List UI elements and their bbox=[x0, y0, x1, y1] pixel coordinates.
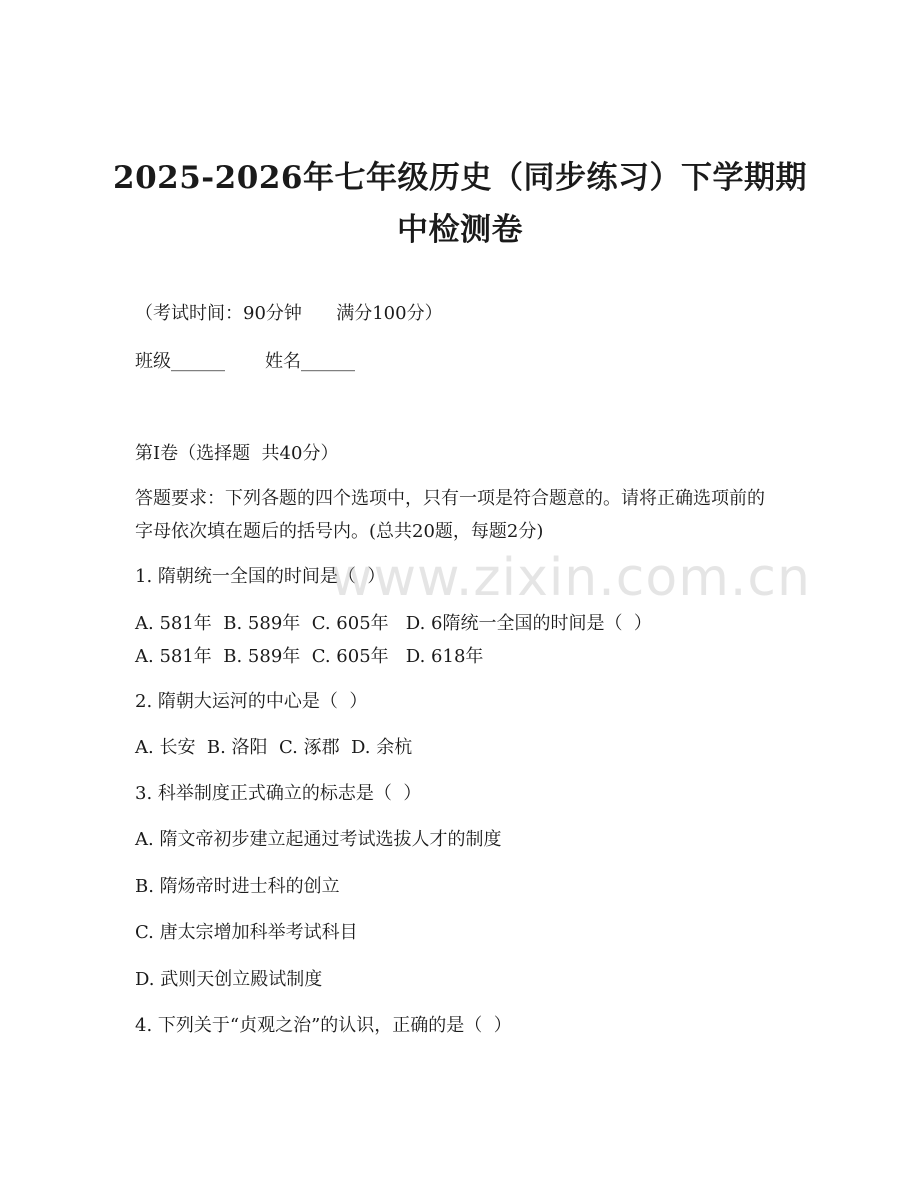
question-2-options: A. 长安 B. 洛阳 C. 涿郡 D. 余杭 bbox=[135, 737, 413, 758]
question-1-options-line-1: A. 581年 B. 589年 C. 605年 D. 6隋统一全国的时间是（ ） bbox=[135, 613, 652, 634]
question-3-option-b: B. 隋炀帝时进士科的创立 bbox=[135, 876, 340, 897]
exam-info: （考试时间：90分钟 满分100分） bbox=[135, 303, 443, 324]
question-3-stem: 3. 科举制度正式确立的标志是（ ） bbox=[135, 783, 422, 804]
class-name-fields: 班级______ 姓名______ bbox=[135, 351, 356, 372]
question-2-stem: 2. 隋朝大运河的中心是（ ） bbox=[135, 691, 368, 712]
instructions: 答题要求：下列各题的四个选项中，只有一项是符合题意的。请将正确选项前的字母依次填在题后的括号内。(总共20题，每题2分) bbox=[135, 488, 765, 542]
question-3-option-c: C. 唐太宗增加科举考试科目 bbox=[135, 922, 358, 943]
section-title: 第Ⅰ卷（选择题 共40分） bbox=[135, 443, 339, 464]
document-title: 2025-2026年七年级历史（同步练习）下学期期中检测卷 bbox=[113, 160, 807, 248]
question-1-stem: 1. 隋朝统一全国的时间是（ ） bbox=[135, 566, 386, 587]
question-1-options-line-2: A. 581年 B. 589年 C. 605年 D. 618年 bbox=[135, 646, 484, 667]
watermark: www.zixin.com.cn bbox=[330, 548, 811, 608]
question-3-option-d: D. 武则天创立殿试制度 bbox=[135, 969, 323, 990]
question-3-option-a: A. 隋文帝初步建立起通过考试选拔人才的制度 bbox=[135, 829, 502, 850]
question-4-stem: 4. 下列关于“贞观之治”的认识，正确的是（ ） bbox=[135, 1015, 512, 1036]
